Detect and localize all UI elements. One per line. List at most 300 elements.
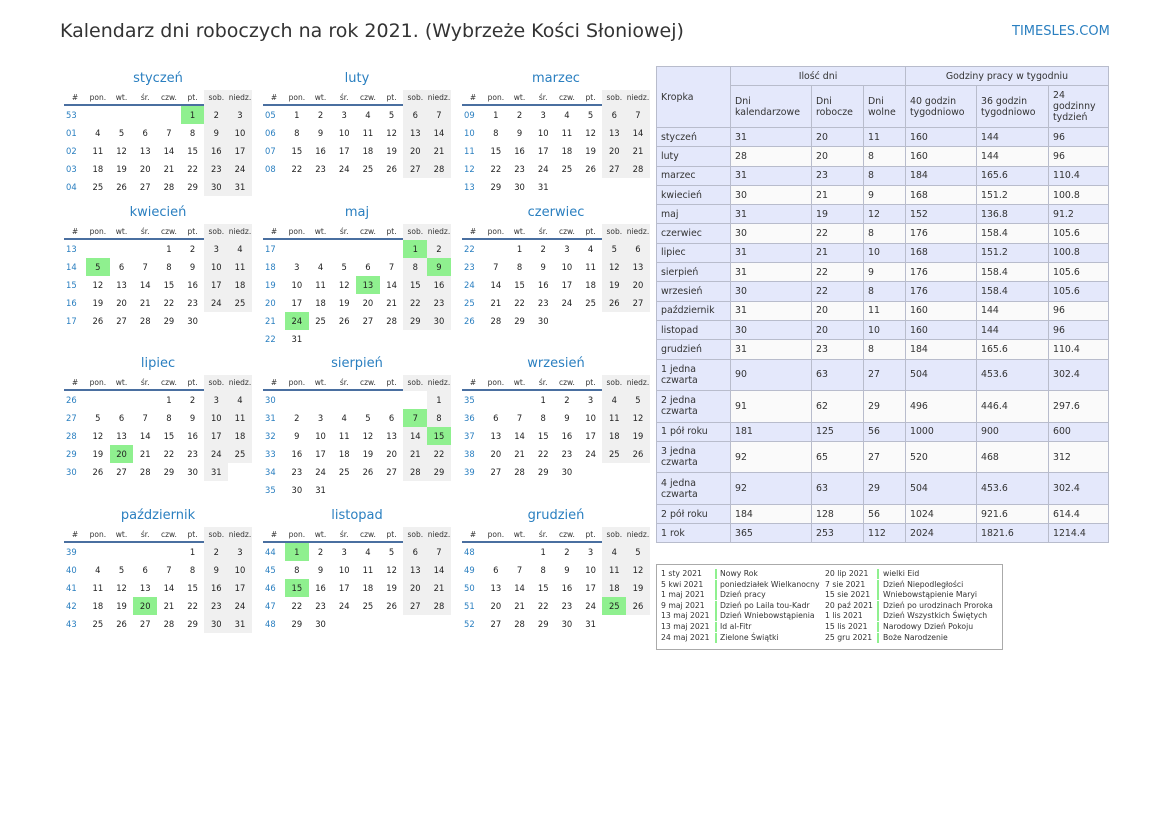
day-cell[interactable]: 31 xyxy=(228,615,252,633)
day-cell[interactable]: 10 xyxy=(338,128,350,138)
day-cell[interactable]: 5 xyxy=(602,240,626,258)
day-cell[interactable]: 21 xyxy=(139,449,151,459)
day-cell[interactable]: 23 xyxy=(427,294,451,312)
day-cell[interactable]: 15 xyxy=(163,280,175,290)
day-cell[interactable]: 25 xyxy=(602,597,626,615)
day-cell[interactable]: 14 xyxy=(514,583,525,593)
day-cell[interactable]: 14 xyxy=(514,431,525,441)
day-cell[interactable]: 19 xyxy=(626,427,650,445)
day-cell[interactable]: 19 xyxy=(602,276,626,294)
day-cell[interactable]: 22 xyxy=(537,601,549,611)
day-cell[interactable]: 19 xyxy=(362,449,374,459)
day-cell[interactable]: 4 xyxy=(228,240,252,258)
day-cell[interactable]: 17 xyxy=(585,431,596,441)
day-cell[interactable]: 10 xyxy=(585,565,596,575)
day-cell[interactable]: 27 xyxy=(116,316,127,326)
day-cell[interactable]: 7 xyxy=(388,262,395,272)
day-cell[interactable]: 21 xyxy=(386,298,397,308)
day-cell[interactable]: 19 xyxy=(386,146,397,156)
day-cell[interactable]: 30 xyxy=(204,178,228,196)
day-cell[interactable]: 24 xyxy=(585,601,596,611)
day-cell[interactable]: 30 xyxy=(561,619,573,629)
day-cell[interactable]: 29 xyxy=(187,182,198,192)
day-cell[interactable]: 19 xyxy=(626,579,650,597)
day-cell[interactable]: 25 xyxy=(585,298,596,308)
day-cell[interactable]: 6 xyxy=(118,262,125,272)
day-cell[interactable]: 10 xyxy=(585,413,596,423)
day-cell[interactable]: 9 xyxy=(189,262,196,272)
day-cell[interactable]: 12 xyxy=(386,128,397,138)
day-cell[interactable]: 9 xyxy=(204,124,228,142)
day-cell[interactable]: 5 xyxy=(626,543,650,561)
day-cell[interactable]: 11 xyxy=(602,409,626,427)
day-cell[interactable]: 3 xyxy=(587,547,594,557)
day-cell[interactable]: 10 xyxy=(537,128,549,138)
day-cell[interactable]: 26 xyxy=(585,164,596,174)
day-cell[interactable]: 4 xyxy=(587,244,594,254)
day-cell[interactable]: 21 xyxy=(427,142,451,160)
day-cell[interactable]: 1 xyxy=(189,547,196,557)
day-cell[interactable]: 26 xyxy=(362,467,374,477)
day-cell[interactable]: 7 xyxy=(626,106,650,124)
day-cell[interactable]: 30 xyxy=(427,312,451,330)
day-cell[interactable]: 28 xyxy=(163,619,175,629)
day-cell[interactable]: 30 xyxy=(291,485,303,495)
day-cell[interactable]: 23 xyxy=(537,298,549,308)
day-cell[interactable]: 18 xyxy=(362,146,374,156)
day-cell[interactable]: 1 xyxy=(427,391,451,409)
day-cell[interactable]: 3 xyxy=(341,547,347,557)
day-cell[interactable]: 28 xyxy=(139,467,151,477)
day-cell[interactable]: 13 xyxy=(139,146,151,156)
day-cell[interactable]: 6 xyxy=(118,413,125,423)
day-cell[interactable]: 2 xyxy=(516,110,523,120)
day-cell[interactable]: 26 xyxy=(338,316,350,326)
day-cell[interactable]: 24 xyxy=(228,597,252,615)
day-cell[interactable]: 17 xyxy=(338,146,350,156)
day-cell[interactable]: 7 xyxy=(403,409,427,427)
day-cell[interactable]: 29 xyxy=(490,182,502,192)
day-cell[interactable]: 21 xyxy=(163,164,175,174)
day-cell[interactable]: 13 xyxy=(626,258,650,276)
day-cell[interactable]: 21 xyxy=(514,449,525,459)
day-cell[interactable]: 20 xyxy=(386,449,397,459)
day-cell[interactable]: 26 xyxy=(386,601,397,611)
day-cell[interactable]: 22 xyxy=(403,294,427,312)
day-cell[interactable]: 4 xyxy=(317,262,324,272)
day-cell[interactable]: 22 xyxy=(427,445,451,463)
day-cell[interactable]: 11 xyxy=(561,128,573,138)
day-cell[interactable]: 2 xyxy=(540,244,546,254)
day-cell[interactable]: 28 xyxy=(490,316,502,326)
day-cell[interactable]: 18 xyxy=(362,583,374,593)
day-cell[interactable]: 17 xyxy=(204,276,228,294)
day-cell[interactable]: 18 xyxy=(92,601,104,611)
day-cell[interactable]: 12 xyxy=(362,431,374,441)
day-cell[interactable]: 28 xyxy=(139,316,151,326)
day-cell[interactable]: 23 xyxy=(561,601,573,611)
day-cell[interactable]: 3 xyxy=(587,395,594,405)
day-cell[interactable]: 24 xyxy=(561,298,573,308)
day-cell[interactable]: 16 xyxy=(315,583,326,593)
day-cell[interactable]: 13 xyxy=(490,431,502,441)
day-cell[interactable]: 10 xyxy=(228,561,252,579)
day-cell[interactable]: 3 xyxy=(317,413,324,423)
day-cell[interactable]: 1 xyxy=(540,547,546,557)
day-cell[interactable]: 3 xyxy=(228,543,252,561)
day-cell[interactable]: 6 xyxy=(626,240,650,258)
day-cell[interactable]: 31 xyxy=(204,463,228,481)
day-cell[interactable]: 5 xyxy=(341,262,347,272)
day-cell[interactable]: 11 xyxy=(585,262,596,272)
day-cell[interactable]: 16 xyxy=(537,280,549,290)
day-cell[interactable]: 21 xyxy=(403,445,427,463)
day-cell[interactable]: 6 xyxy=(403,106,427,124)
day-cell[interactable]: 29 xyxy=(537,619,549,629)
day-cell[interactable]: 11 xyxy=(315,280,326,290)
day-cell[interactable]: 1 xyxy=(166,395,172,405)
day-cell[interactable]: 27 xyxy=(490,467,502,477)
day-cell[interactable]: 22 xyxy=(291,164,303,174)
day-cell[interactable]: 13 xyxy=(116,280,127,290)
day-cell[interactable]: 31 xyxy=(315,485,326,495)
day-cell[interactable]: 23 xyxy=(291,467,303,477)
day-cell[interactable]: 19 xyxy=(585,146,596,156)
brand-logo[interactable]: TIMESLES.COM xyxy=(1012,24,1110,39)
day-cell[interactable]: 15 xyxy=(427,427,451,445)
day-cell[interactable]: 8 xyxy=(294,128,300,138)
day-cell[interactable]: 8 xyxy=(166,413,172,423)
day-cell[interactable]: 10 xyxy=(291,280,303,290)
day-cell[interactable]: 27 xyxy=(403,160,427,178)
day-cell[interactable]: 9 xyxy=(204,561,228,579)
day-cell[interactable]: 21 xyxy=(163,601,175,611)
day-cell[interactable]: 17 xyxy=(228,142,252,160)
day-cell[interactable]: 12 xyxy=(386,565,397,575)
day-cell[interactable]: 8 xyxy=(540,413,546,423)
day-cell[interactable]: 20 xyxy=(116,298,127,308)
day-cell[interactable]: 18 xyxy=(92,164,104,174)
day-cell[interactable]: 3 xyxy=(228,106,252,124)
day-cell[interactable]: 7 xyxy=(493,262,499,272)
day-cell[interactable]: 10 xyxy=(204,409,228,427)
day-cell[interactable]: 16 xyxy=(561,431,573,441)
day-cell[interactable]: 22 xyxy=(291,601,303,611)
day-cell[interactable]: 16 xyxy=(291,449,303,459)
day-cell[interactable]: 9 xyxy=(294,431,300,441)
day-cell[interactable]: 24 xyxy=(338,601,350,611)
day-cell[interactable]: 24 xyxy=(315,467,326,477)
day-cell[interactable]: 10 xyxy=(228,124,252,142)
day-cell[interactable]: 2 xyxy=(564,395,570,405)
day-cell[interactable]: 25 xyxy=(315,316,326,326)
day-cell[interactable]: 17 xyxy=(561,280,573,290)
day-cell[interactable]: 14 xyxy=(163,146,175,156)
day-cell[interactable]: 20 xyxy=(139,164,151,174)
day-cell[interactable]: 29 xyxy=(537,467,549,477)
day-cell[interactable]: 7 xyxy=(516,413,523,423)
day-cell[interactable]: 9 xyxy=(317,565,324,575)
day-cell[interactable]: 18 xyxy=(228,276,252,294)
day-cell[interactable]: 4 xyxy=(365,110,371,120)
day-cell[interactable]: 9 xyxy=(189,413,196,423)
day-cell[interactable]: 17 xyxy=(315,449,326,459)
day-cell[interactable]: 3 xyxy=(294,262,300,272)
day-cell[interactable]: 24 xyxy=(338,164,350,174)
day-cell[interactable]: 4 xyxy=(564,110,570,120)
day-cell[interactable]: 15 xyxy=(187,146,198,156)
day-cell[interactable]: 24 xyxy=(228,160,252,178)
day-cell[interactable]: 20 xyxy=(133,597,157,615)
day-cell[interactable]: 24 xyxy=(585,449,596,459)
day-cell[interactable]: 27 xyxy=(490,619,502,629)
day-cell[interactable]: 9 xyxy=(564,565,570,575)
day-cell[interactable]: 13 xyxy=(116,431,127,441)
day-cell[interactable]: 13 xyxy=(139,583,151,593)
day-cell[interactable]: 16 xyxy=(187,431,198,441)
day-cell[interactable]: 20 xyxy=(362,298,374,308)
day-cell[interactable]: 12 xyxy=(626,561,650,579)
day-cell[interactable]: 23 xyxy=(187,449,198,459)
day-cell[interactable]: 11 xyxy=(228,258,252,276)
day-cell[interactable]: 13 xyxy=(403,561,427,579)
day-cell[interactable]: 13 xyxy=(602,124,626,142)
day-cell[interactable]: 6 xyxy=(365,262,371,272)
day-cell[interactable]: 28 xyxy=(386,316,397,326)
day-cell[interactable]: 21 xyxy=(139,298,151,308)
day-cell[interactable]: 18 xyxy=(602,579,626,597)
day-cell[interactable]: 8 xyxy=(294,565,300,575)
day-cell[interactable]: 9 xyxy=(427,258,451,276)
day-cell[interactable]: 17 xyxy=(291,298,303,308)
day-cell[interactable]: 24 xyxy=(204,445,228,463)
day-cell[interactable]: 20 xyxy=(403,579,427,597)
day-cell[interactable]: 2 xyxy=(294,413,300,423)
day-cell[interactable]: 3 xyxy=(540,110,546,120)
day-cell[interactable]: 25 xyxy=(561,164,573,174)
day-cell[interactable]: 5 xyxy=(626,391,650,409)
day-cell[interactable]: 13 xyxy=(490,583,502,593)
day-cell[interactable]: 27 xyxy=(139,182,151,192)
day-cell[interactable]: 6 xyxy=(388,413,395,423)
day-cell[interactable]: 18 xyxy=(585,280,596,290)
day-cell[interactable]: 15 xyxy=(490,146,502,156)
day-cell[interactable]: 21 xyxy=(626,142,650,160)
day-cell[interactable]: 14 xyxy=(490,280,502,290)
day-cell[interactable]: 1 xyxy=(403,240,427,258)
day-cell[interactable]: 29 xyxy=(514,316,525,326)
day-cell[interactable]: 31 xyxy=(585,619,596,629)
day-cell[interactable]: 27 xyxy=(626,294,650,312)
day-cell[interactable]: 18 xyxy=(602,427,626,445)
day-cell[interactable]: 12 xyxy=(602,258,626,276)
day-cell[interactable]: 25 xyxy=(338,467,350,477)
day-cell[interactable]: 3 xyxy=(204,240,228,258)
day-cell[interactable]: 16 xyxy=(187,280,198,290)
day-cell[interactable]: 29 xyxy=(163,316,175,326)
day-cell[interactable]: 19 xyxy=(116,164,127,174)
day-cell[interactable]: 14 xyxy=(139,431,151,441)
day-cell[interactable]: 30 xyxy=(315,619,326,629)
day-cell[interactable]: 5 xyxy=(118,128,125,138)
day-cell[interactable]: 11 xyxy=(362,565,374,575)
day-cell[interactable]: 14 xyxy=(427,561,451,579)
day-cell[interactable]: 4 xyxy=(95,565,101,575)
day-cell[interactable]: 30 xyxy=(187,467,198,477)
day-cell[interactable]: 2 xyxy=(189,395,196,405)
day-cell[interactable]: 1 xyxy=(285,543,309,561)
day-cell[interactable]: 16 xyxy=(427,276,451,294)
day-cell[interactable]: 15 xyxy=(403,276,427,294)
day-cell[interactable]: 22 xyxy=(163,449,175,459)
day-cell[interactable]: 18 xyxy=(228,427,252,445)
day-cell[interactable]: 25 xyxy=(362,164,374,174)
day-cell[interactable]: 19 xyxy=(116,601,127,611)
day-cell[interactable]: 16 xyxy=(204,142,228,160)
day-cell[interactable]: 28 xyxy=(514,619,525,629)
day-cell[interactable]: 6 xyxy=(493,565,499,575)
day-cell[interactable]: 5 xyxy=(365,413,371,423)
day-cell[interactable]: 1 xyxy=(181,106,205,124)
day-cell[interactable]: 4 xyxy=(602,543,626,561)
day-cell[interactable]: 21 xyxy=(514,601,525,611)
day-cell[interactable]: 7 xyxy=(516,565,523,575)
day-cell[interactable]: 1 xyxy=(540,395,546,405)
day-cell[interactable]: 25 xyxy=(602,445,626,463)
day-cell[interactable]: 16 xyxy=(204,579,228,597)
day-cell[interactable]: 30 xyxy=(204,615,228,633)
day-cell[interactable]: 12 xyxy=(626,409,650,427)
day-cell[interactable]: 28 xyxy=(163,182,175,192)
day-cell[interactable]: 25 xyxy=(362,601,374,611)
day-cell[interactable]: 26 xyxy=(92,316,104,326)
day-cell[interactable]: 25 xyxy=(228,294,252,312)
day-cell[interactable]: 9 xyxy=(516,128,523,138)
day-cell[interactable]: 29 xyxy=(163,467,175,477)
day-cell[interactable]: 20 xyxy=(626,276,650,294)
day-cell[interactable]: 7 xyxy=(166,128,172,138)
day-cell[interactable]: 5 xyxy=(118,565,125,575)
day-cell[interactable]: 12 xyxy=(92,280,104,290)
day-cell[interactable]: 10 xyxy=(315,431,326,441)
day-cell[interactable]: 2 xyxy=(317,110,324,120)
day-cell[interactable]: 2 xyxy=(427,240,451,258)
day-cell[interactable]: 26 xyxy=(116,619,127,629)
day-cell[interactable]: 19 xyxy=(92,298,104,308)
day-cell[interactable]: 21 xyxy=(427,579,451,597)
day-cell[interactable]: 30 xyxy=(187,316,198,326)
day-cell[interactable]: 10 xyxy=(338,565,350,575)
day-cell[interactable]: 20 xyxy=(110,445,134,463)
day-cell[interactable]: 30 xyxy=(561,467,573,477)
day-cell[interactable]: 8 xyxy=(427,409,451,427)
day-cell[interactable]: 4 xyxy=(341,413,347,423)
day-cell[interactable]: 18 xyxy=(315,298,326,308)
day-cell[interactable]: 6 xyxy=(142,565,148,575)
day-cell[interactable]: 28 xyxy=(514,467,525,477)
day-cell[interactable]: 14 xyxy=(626,124,650,142)
day-cell[interactable]: 23 xyxy=(204,597,228,615)
day-cell[interactable]: 26 xyxy=(386,164,397,174)
day-cell[interactable]: 9 xyxy=(317,128,324,138)
day-cell[interactable]: 1 xyxy=(516,244,523,254)
day-cell[interactable]: 24 xyxy=(285,312,309,330)
day-cell[interactable]: 23 xyxy=(204,160,228,178)
day-cell[interactable]: 22 xyxy=(187,164,198,174)
day-cell[interactable]: 27 xyxy=(116,467,127,477)
day-cell[interactable]: 29 xyxy=(187,619,198,629)
day-cell[interactable]: 26 xyxy=(626,445,650,463)
day-cell[interactable]: 29 xyxy=(403,312,427,330)
day-cell[interactable]: 15 xyxy=(285,579,309,597)
day-cell[interactable]: 14 xyxy=(427,124,451,142)
day-cell[interactable]: 8 xyxy=(189,565,196,575)
day-cell[interactable]: 14 xyxy=(163,583,175,593)
day-cell[interactable]: 7 xyxy=(427,106,451,124)
day-cell[interactable]: 18 xyxy=(338,449,350,459)
day-cell[interactable]: 22 xyxy=(187,601,198,611)
day-cell[interactable]: 8 xyxy=(493,128,499,138)
day-cell[interactable]: 23 xyxy=(315,164,326,174)
day-cell[interactable]: 30 xyxy=(537,316,549,326)
day-cell[interactable]: 8 xyxy=(403,258,427,276)
day-cell[interactable]: 17 xyxy=(338,583,350,593)
day-cell[interactable]: 13 xyxy=(356,276,380,294)
day-cell[interactable]: 3 xyxy=(564,244,570,254)
day-cell[interactable]: 8 xyxy=(516,262,523,272)
day-cell[interactable]: 27 xyxy=(602,160,626,178)
day-cell[interactable]: 29 xyxy=(291,619,303,629)
day-cell[interactable]: 10 xyxy=(561,262,573,272)
day-cell[interactable]: 12 xyxy=(585,128,596,138)
day-cell[interactable]: 2 xyxy=(317,547,324,557)
day-cell[interactable]: 6 xyxy=(142,128,148,138)
day-cell[interactable]: 5 xyxy=(86,258,110,276)
day-cell[interactable]: 19 xyxy=(92,449,104,459)
day-cell[interactable]: 13 xyxy=(386,431,397,441)
day-cell[interactable]: 23 xyxy=(514,164,525,174)
day-cell[interactable]: 6 xyxy=(403,543,427,561)
day-cell[interactable]: 22 xyxy=(514,298,525,308)
day-cell[interactable]: 31 xyxy=(291,334,303,344)
day-cell[interactable]: 27 xyxy=(386,467,397,477)
day-cell[interactable]: 12 xyxy=(92,431,104,441)
day-cell[interactable]: 3 xyxy=(204,391,228,409)
day-cell[interactable]: 31 xyxy=(537,182,549,192)
day-cell[interactable]: 14 xyxy=(139,280,151,290)
day-cell[interactable]: 16 xyxy=(514,146,525,156)
day-cell[interactable]: 9 xyxy=(564,413,570,423)
day-cell[interactable]: 24 xyxy=(204,294,228,312)
day-cell[interactable]: 20 xyxy=(403,142,427,160)
day-cell[interactable]: 22 xyxy=(163,298,175,308)
day-cell[interactable]: 2 xyxy=(204,543,228,561)
day-cell[interactable]: 11 xyxy=(92,583,104,593)
day-cell[interactable]: 27 xyxy=(139,619,151,629)
day-cell[interactable]: 15 xyxy=(537,583,549,593)
day-cell[interactable]: 22 xyxy=(490,164,502,174)
day-cell[interactable]: 7 xyxy=(142,262,148,272)
day-cell[interactable]: 28 xyxy=(403,463,427,481)
day-cell[interactable]: 23 xyxy=(187,298,198,308)
day-cell[interactable]: 28 xyxy=(626,160,650,178)
day-cell[interactable]: 7 xyxy=(142,413,148,423)
day-cell[interactable]: 12 xyxy=(338,280,350,290)
day-cell[interactable]: 26 xyxy=(116,182,127,192)
day-cell[interactable]: 15 xyxy=(514,280,525,290)
day-cell[interactable]: 25 xyxy=(228,445,252,463)
day-cell[interactable]: 5 xyxy=(95,413,101,423)
